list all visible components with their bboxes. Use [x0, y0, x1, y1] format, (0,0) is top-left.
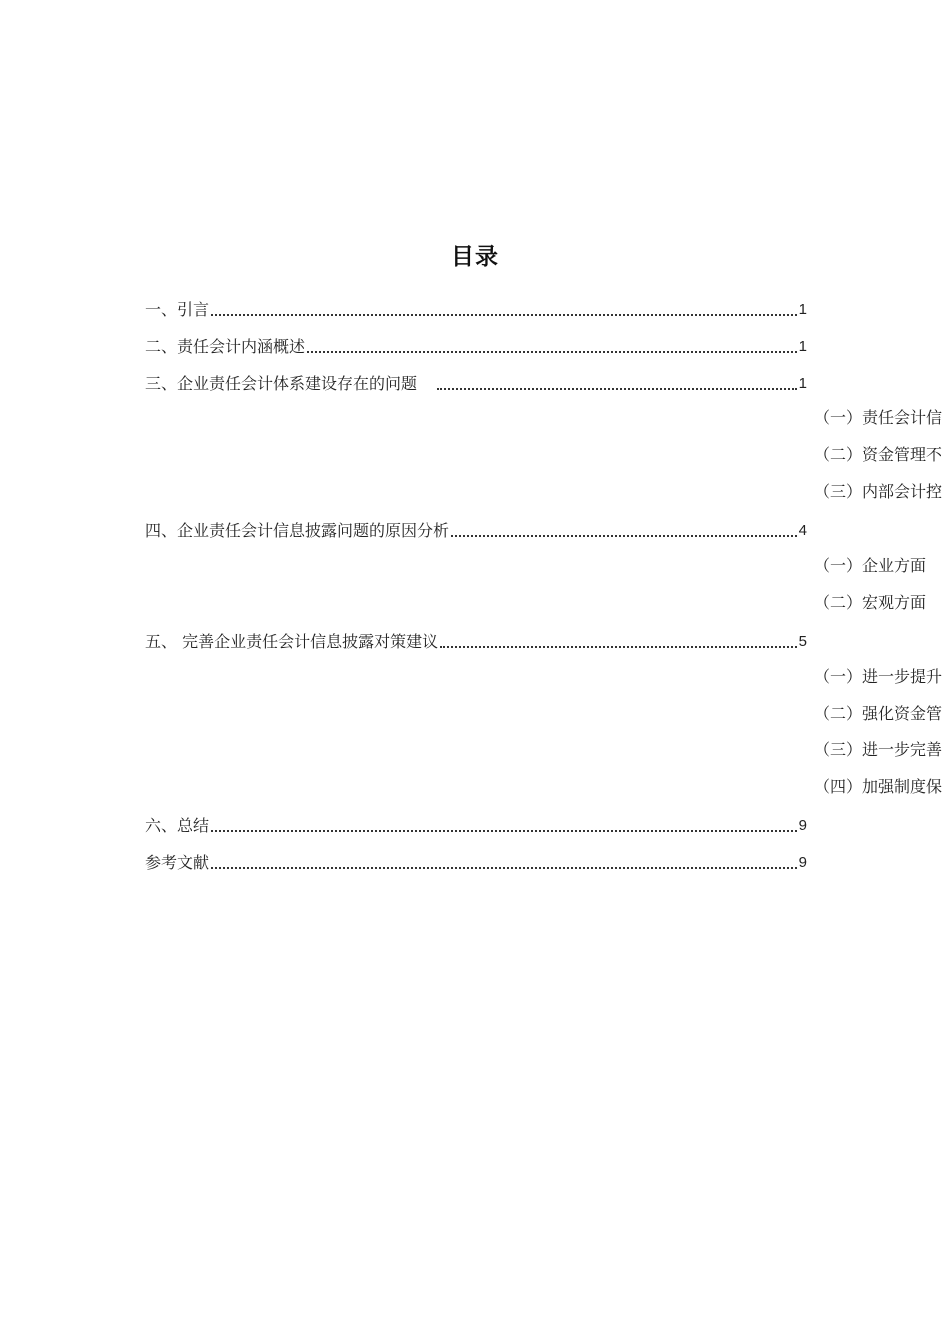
- toc-page-number: 1: [798, 301, 807, 318]
- toc-entry-label: 三、企业责任会计体系建设存在的问题: [145, 374, 418, 393]
- toc-entry-label: 一、引言: [145, 300, 210, 319]
- toc-subentry[interactable]: （四）加强制度保: [814, 777, 943, 796]
- toc-subentry[interactable]: （二）资金管理不: [814, 445, 943, 464]
- toc-entry-label: 五、 完善企业责任会计信息披露对策建议: [145, 632, 439, 651]
- toc-entry-label: 参考文献: [145, 853, 210, 872]
- toc-title: 目录: [451, 244, 499, 270]
- toc-page-number: 1: [798, 375, 807, 392]
- toc-entry-label: 四、企业责任会计信息披露问题的原因分析: [145, 521, 450, 540]
- toc-page-number: 9: [798, 817, 807, 834]
- toc-subentry[interactable]: （三）进一步完善: [814, 740, 943, 759]
- toc-page-number: 9: [798, 854, 807, 871]
- toc-subentry[interactable]: （三）内部会计控: [814, 482, 943, 501]
- toc-subentry[interactable]: （一）责任会计信: [814, 408, 943, 427]
- toc-subentry[interactable]: （二）强化资金管: [814, 704, 943, 723]
- toc-page-number: 1: [798, 338, 807, 355]
- toc-entry-label: 二、责任会计内涵概述: [145, 337, 306, 356]
- toc-entry-label: 六、总结: [145, 816, 210, 835]
- toc-subentry[interactable]: （二）宏观方面: [814, 593, 927, 612]
- toc-subentry[interactable]: （一）进一步提升: [814, 667, 943, 686]
- toc-page-number: 5: [798, 633, 807, 650]
- toc-page-number: 4: [798, 522, 807, 539]
- toc-subentry[interactable]: （一）企业方面: [814, 556, 927, 575]
